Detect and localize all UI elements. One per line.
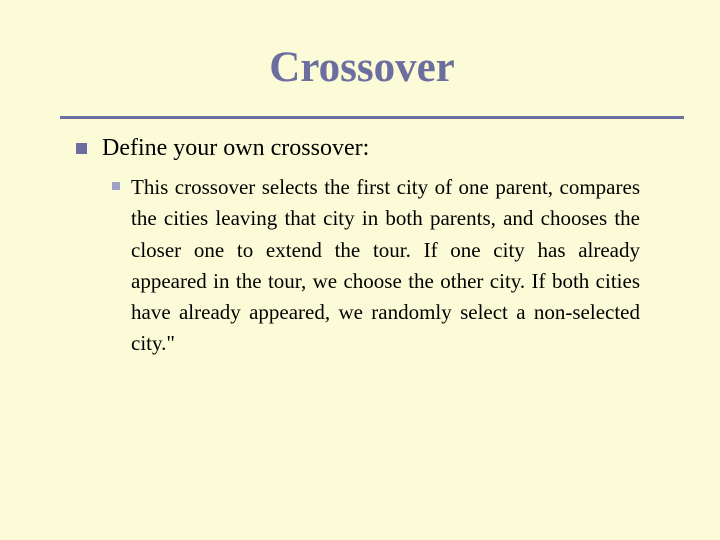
- title-divider: [60, 116, 684, 119]
- square-bullet-icon: [112, 182, 120, 190]
- slide-title: Crossover: [269, 44, 455, 91]
- square-bullet-icon: [76, 143, 87, 154]
- bullet-level-1-text: Define your own crossover:: [102, 135, 370, 161]
- bullet-level-2-text: This crossover selects the first city of one parent, compares the cities leaving that city in both parents, and chooses the closer one to extend the tour. If one city has already appeared in the tour, we choose the other city. If both cities have already appeared, we randomly select a non-selected city.": [131, 175, 640, 356]
